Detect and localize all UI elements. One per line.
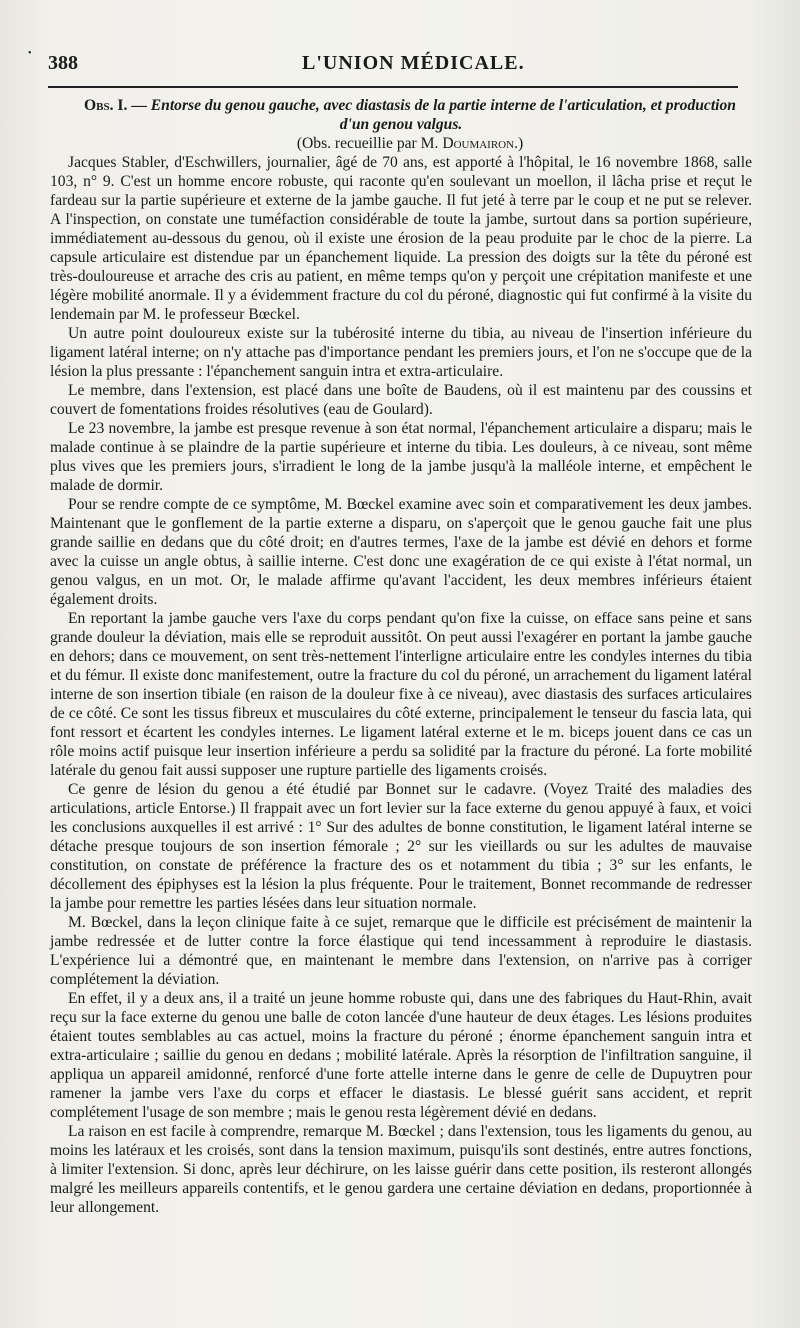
paragraph: M. Bœckel, dans la leçon clinique faite à ce sujet, remarque que le difficile est précisément de maintenir la jambe redressée et de lutter contre la force élastique qui tend incessamment à reproduire le diastasis. L'expérience lui a démontré que, en maintenant le membre dans l'extension, on n'arrive pas à corriger complétement la déviation. bbox=[50, 914, 752, 988]
paragraph: Jacques Stabler, d'Eschwillers, journalier, âgé de 70 ans, est apporté à l'hôpital, le 16 novembre 1868, salle 103, n° 9. C'est un homme encore robuste, qui raconte qu'en soulevant un moellon, il lâcha prise et reçut le fardeau sur la partie supérieure et externe de la jambe gauche. Il fut jeté à terre par le coup et ne put se relever. A l'inspection, on constate une tuméfaction considérable de toute la jambe, surtout dans sa portion supérieure, immédiatement au-dessous du genou, où il existe une érosion de la peau produite par le choc de la pierre. La capsule articulaire est distendue par un épanchement liquide. La pression des doigts sur la tête du péroné est très-douloureuse et arrache des cris au patient, en même temps qu'on y perçoit une crépitation manifeste et une légère mobilité anormale. Il y a évidemment fracture du col du péroné, diagnostic qui fut confirmé à la visite du lendemain par M. le professeur Bœckel. bbox=[50, 154, 752, 323]
source-suffix: .) bbox=[514, 135, 524, 152]
paragraph: Ce genre de lésion du genou a été étudié par Bonnet sur le cadavre. (Voyez Traité des maladies des articulations, article Entorse.) Il frappait avec un fort levier sur la face externe du genou appuyé à faux, et voici les conclusions auxquelles il est arrivé : 1° Sur des adultes de bonne constitution, le ligament latéral interne se détache presque toujours de son insertion fémorale ; 2° sur les vieillards ou sur les adultes de mauvaise constitution, on constate de préférence la fracture des os et notamment du tibia ; 3° sur les enfants, le décollement des épiphyses est la lésion la plus fréquente. Pour le traitement, Bonnet recommande de redresser la jambe pour remettre les parties lésées dans leur situation normale. bbox=[50, 781, 752, 912]
paragraph: Pour se rendre compte de ce symptôme, M. Bœckel examine avec soin et comparativement les deux jambes. Maintenant que le gonflement de la partie externe a disparu, on s'aperçoit que le genou gauche fait une plus grande saillie en dedans que du côté droit; en d'autres termes, l'axe de la jambe est dévié en dehors et forme avec la cuisse un angle obtus, à saillie interne. C'est donc une exagération de ce qui existe à l'état normal, un genou valgus, en un mot. Or, le malade affirme qu'avant l'accident, les deux membres inférieurs étaient également droits. bbox=[50, 496, 752, 608]
source-author: Doumairon bbox=[442, 135, 515, 152]
article-body bbox=[50, 96, 752, 1217]
page-number: 388 bbox=[48, 52, 78, 74]
observation-heading bbox=[50, 96, 752, 134]
journal-title: L'UNION MÉDICALE. bbox=[302, 52, 525, 74]
observation-source bbox=[50, 134, 752, 153]
paragraph: La raison en est facile à comprendre, remarque M. Bœckel ; dans l'extension, tous les ligaments du genou, au moins les latéraux et les croisés, sont dans la tension maximum, puisqu'ils sont destinés, entre autres fonctions, à limiter l'extension. Si donc, après leur déchirure, on les laisse guérir dans cette position, ils resteront allongés malgré les meilleurs appareils contentifs, et le genou gardera une certaine déviation en dedans, proportionnée à leur allongement. bbox=[50, 1123, 752, 1216]
source-prefix: (Obs. recueillie par M. bbox=[296, 135, 439, 152]
paragraph: Le 23 novembre, la jambe est presque revenue à son état normal, l'épanchement articulaire a disparu; mais le malade continue à se plaindre de la partie supérieure et interne du tibia. Les douleurs, à ce niveau, sont même plus vives que les premiers jours, s'irradient le long de la jambe jusqu'à la malléole interne, et empêchent le malade de dormir. bbox=[50, 420, 752, 494]
observation-number: Obs. I. — bbox=[84, 97, 147, 114]
header-rule bbox=[48, 86, 738, 88]
paragraph: Un autre point douloureux existe sur la tubérosité interne du tibia, au niveau de l'insertion inférieure du ligament latéral interne; on n'y attache pas d'importance pendant les premiers jours, et l'on ne s'occupe que de la lésion la plus pressante : l'épanchement sanguin intra et extra-articulaire. bbox=[50, 325, 752, 380]
observation-title: Entorse du genou gauche, avec diastasis de la partie interne de l'articulation, et production d'un genou valgus. bbox=[150, 97, 736, 133]
paragraph: Le membre, dans l'extension, est placé dans une boîte de Baudens, où il est maintenu par des coussins et couvert de fomentations froides résolutives (eau de Goulard). bbox=[50, 382, 752, 418]
paragraph: En effet, il y a deux ans, il a traité un jeune homme robuste qui, dans une des fabriques du Haut-Rhin, avait reçu sur la face externe du genou une balle de coton lancée d'une hauteur de deux étages. Les lésions produites étaient toutes semblables au cas actuel, moins la fracture du péroné ; énorme épanchement sanguin intra et extra-articulaire ; saillie du genou en dedans ; mobilité latérale. Après la résorption de l'infiltration sanguine, il appliqua un appareil amidonné, renforcé d'une forte attelle interne dans le genre de celle de Dupuytren pour ramener la jambe vers l'axe du corps et effacer le diastasis. Le blessé guérit sans accident, et reprit complétement l'usage de son membre ; mais le genou resta légèrement dévié en dedans. bbox=[50, 990, 752, 1121]
paragraph: En reportant la jambe gauche vers l'axe du corps pendant qu'on fixe la cuisse, on efface sans peine et sans grande douleur la déviation, mais elle se reproduit aussitôt. On peut aussi l'exagérer en portant la jambe gauche en dehors; dans ce mouvement, on sent très-nettement l'interligne articulaire entre les condyles internes du tibia et du fémur. Il existe donc manifestement, outre la fracture du col du péroné, un arrachement du ligament latéral interne de son insertion tibiale (en raison de la douleur fixe à ce niveau), avec diastasis des surfaces articulaires de ce côté. Ce sont les tissus fibreux et musculaires du côté externe, principalement le tenseur du fascia lata, qui font ressort et écartent les condyles internes. Le ligament latéral externe et le m. biceps jouent dans ce cas un rôle moins actif puisque leur insertion inférieure a perdu sa solidité par la fracture du péroné. La forte mobilité latérale du genou fait aussi supposer une rupture partielle des ligaments croisés. bbox=[50, 610, 752, 779]
page-header bbox=[48, 48, 738, 82]
corner-mark: • bbox=[28, 48, 32, 59]
